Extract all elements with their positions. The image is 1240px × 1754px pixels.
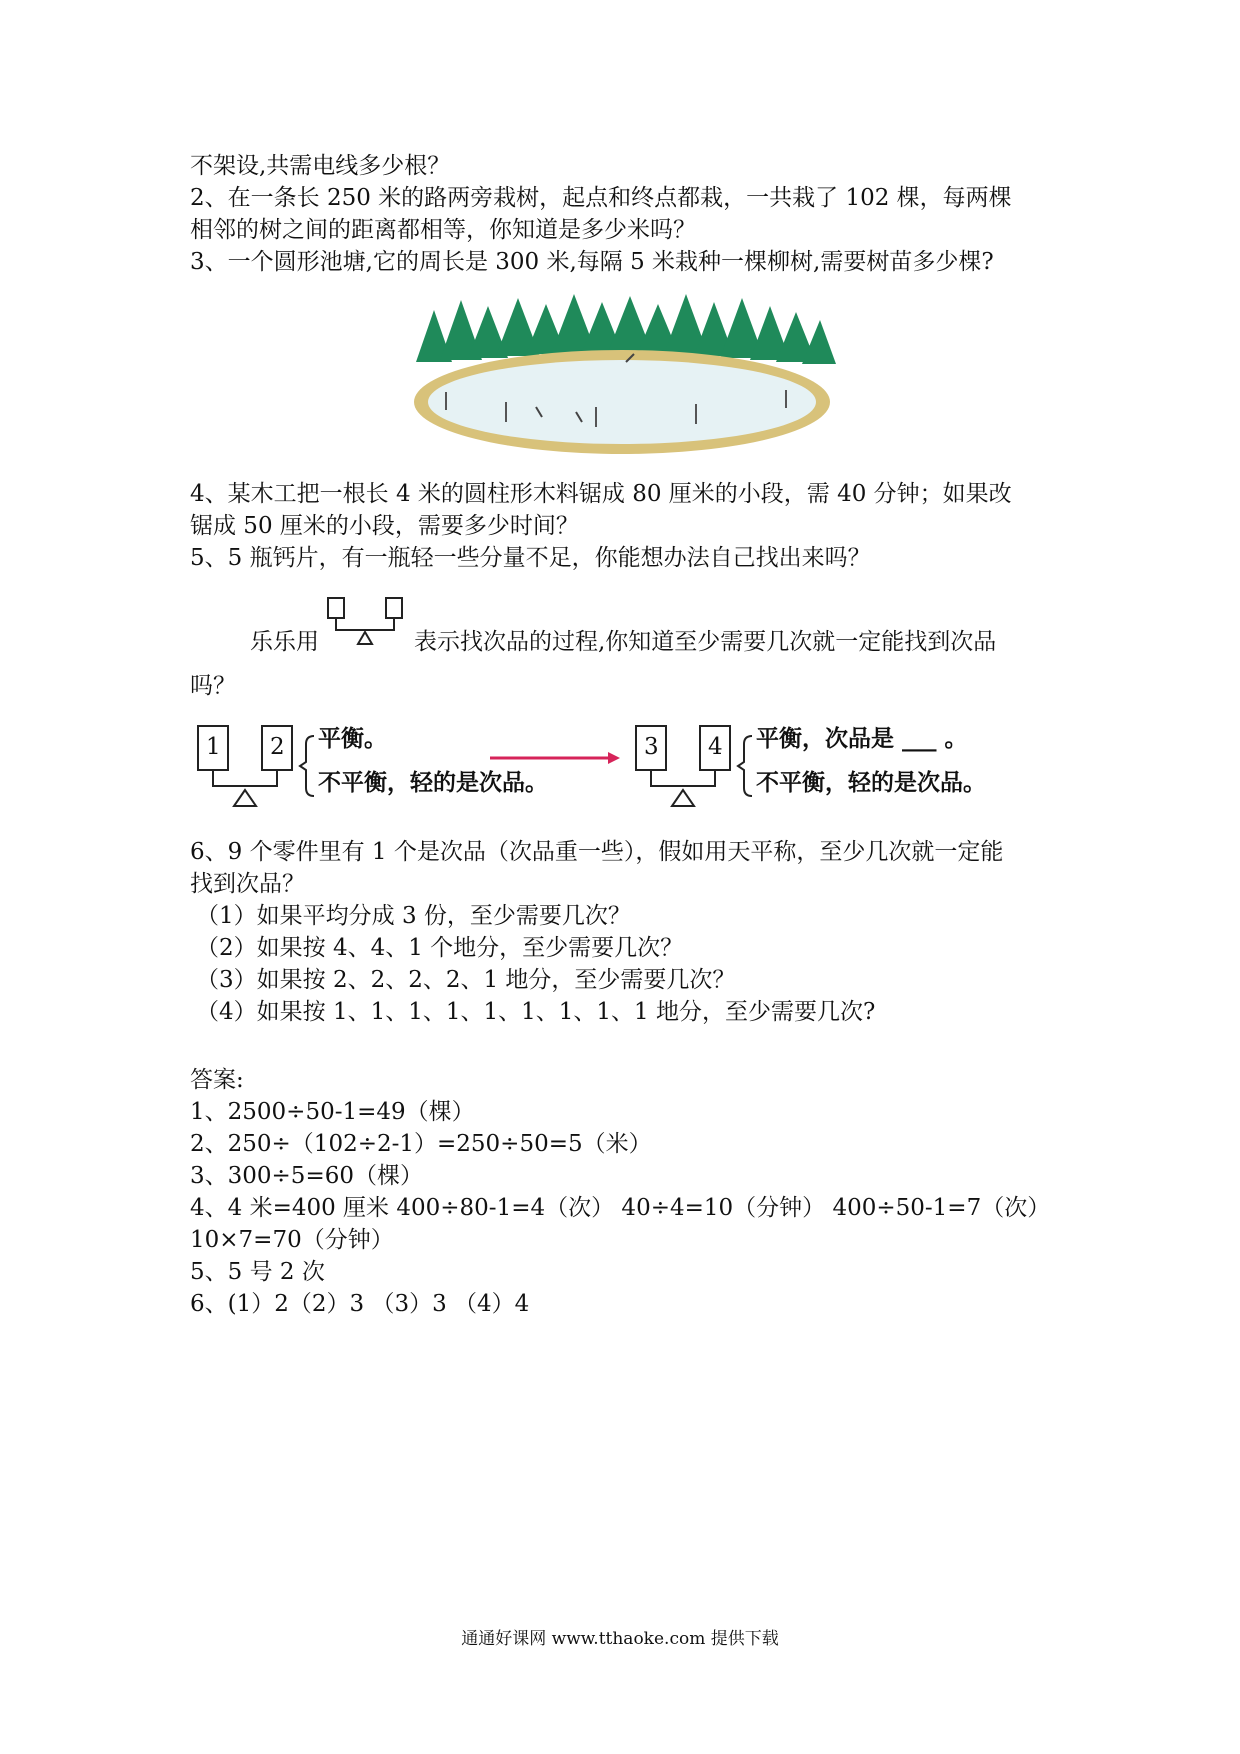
pond-svg	[406, 292, 838, 462]
q6-sub2: （2）如果按 4、4、1 个地分，至少需要几次？	[196, 935, 684, 961]
right-balanced-text: 平衡，次品是 ___ 。	[756, 725, 968, 752]
q6-line2: 找到次品？	[190, 871, 305, 897]
answers-title: 答案:	[190, 1067, 244, 1093]
q6-sub4: （4）如果按 1、1、1、1、1、1、1、1、1 地分，至少需要几次?	[196, 999, 876, 1025]
q5-lele-a: 乐乐用	[250, 629, 319, 655]
left-balanced-text: 平衡。	[318, 725, 387, 752]
answer-1: 1、2500÷50-1=49（棵）	[190, 1099, 475, 1125]
pond-illustration	[406, 292, 838, 462]
left-pan-a-label: 1	[206, 734, 221, 760]
q4-line2: 锯成 50 厘米的小段，需要多少时间？	[190, 513, 579, 539]
answer-5: 5、5 号 2 次	[190, 1259, 325, 1285]
balance-diagram	[190, 722, 1070, 818]
answer-4-line2: 10×7=70（分钟）	[190, 1227, 394, 1253]
q1-tail: 不架设,共需电线多少根？	[190, 153, 451, 179]
q6-sub1: （1）如果平均分成 3 份，至少需要几次？	[196, 903, 631, 929]
q4-line1: 4、某木工把一根长 4 米的圆柱形木料锯成 80 厘米的小段，需 40 分钟；如果改	[190, 481, 1012, 507]
q3: 3、一个圆形池塘,它的周长是 300 米,每隔 5 米栽种一棵柳树,需要树苗多少棵?	[190, 249, 994, 275]
footer-credit: 通通好课网 www.tthaoke.com 提供下载	[461, 1629, 779, 1649]
answer-2: 2、250÷（102÷2-1）=250÷50=5（米）	[190, 1131, 652, 1157]
q6-sub3: （3）如果按 2、2、2、2、1 地分，至少需要几次？	[196, 967, 736, 993]
q5-lele-b: 表示找次品的过程,你知道至少需要几次就一定能找到次品	[414, 629, 997, 655]
answer-4-line1: 4、4 米=400 厘米 400÷80-1=4（次） 40÷4=10（分钟） 400÷50-1=7（次）	[190, 1195, 1051, 1221]
q5: 5、5 瓶钙片，有一瓶轻一些分量不足，你能想办法自己找出来吗？	[190, 545, 871, 571]
left-pan-b-label: 2	[270, 734, 285, 760]
q2-line1: 2、在一条长 250 米的路两旁栽树，起点和终点都栽，一共栽了 102 棵，每两棵	[190, 185, 1012, 211]
answer-6: 6、(1）2（2）3 （3）3 （4）4	[190, 1291, 530, 1317]
answer-3: 3、300÷5=60（棵）	[190, 1163, 423, 1189]
right-pan-b-label: 4	[708, 734, 723, 760]
q5-lele-c: 吗？	[190, 673, 236, 699]
q2-line2: 相邻的树之间的距离都相等，你知道是多少米吗？	[190, 217, 696, 243]
right-pan-a-label: 3	[644, 734, 659, 760]
left-unbalanced-text: 不平衡，轻的是次品。	[318, 769, 548, 796]
right-unbalanced-text: 不平衡，轻的是次品。	[756, 769, 986, 796]
balance-scale-icon	[326, 596, 406, 656]
q6-line1: 6、9 个零件里有 1 个是次品（次品重一些），假如用天平称，至少几次就一定能	[190, 839, 1004, 865]
